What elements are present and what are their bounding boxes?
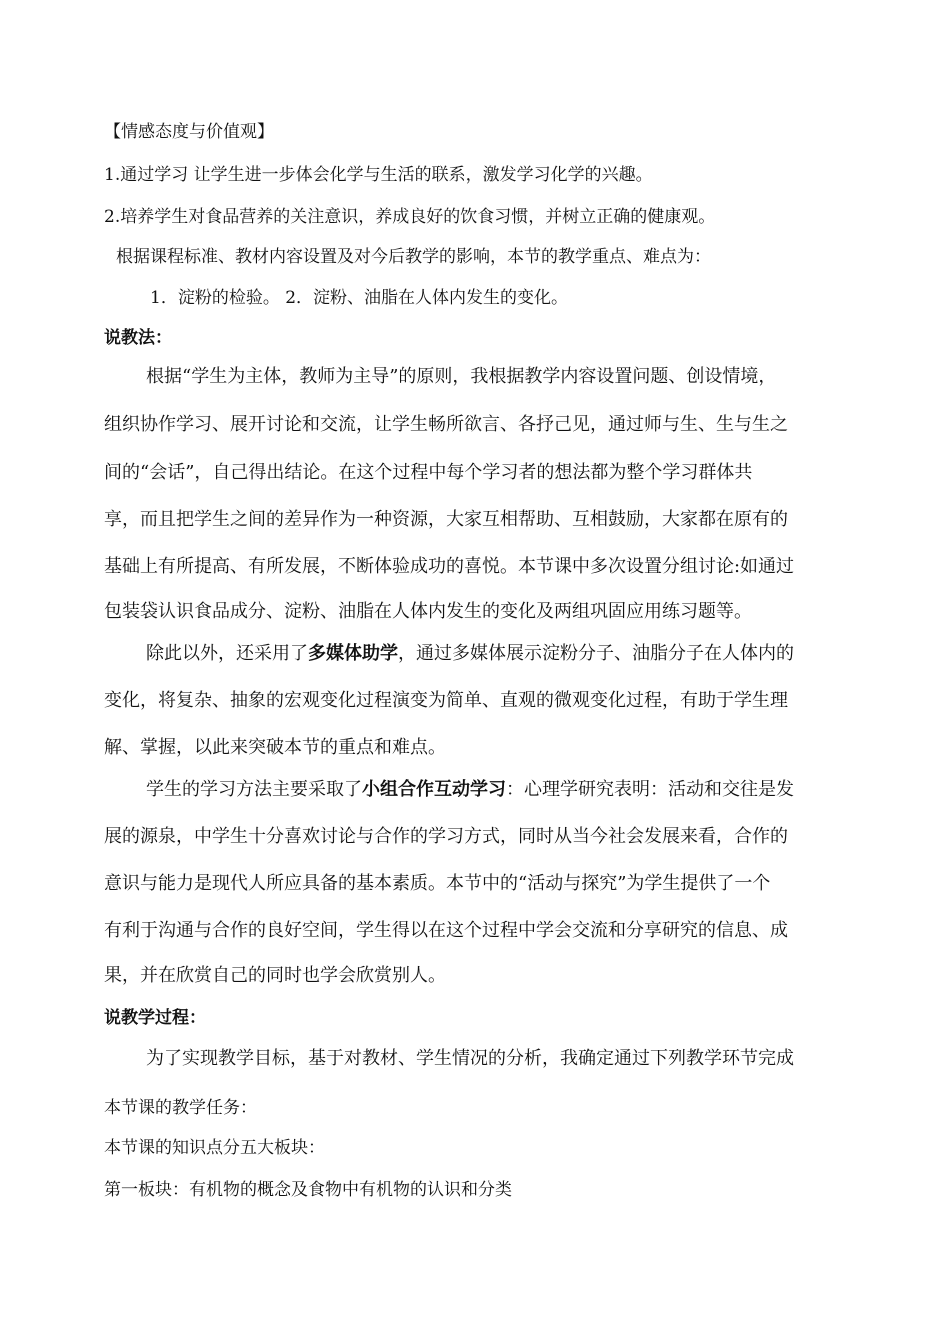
method-p1-line: 享，而且把学生之间的差异作为一种资源，大家互相帮助、互相鼓励，大家都在原有的	[104, 509, 788, 530]
method-p3-line: 有利于沟通与合作的良好空间，学生得以在这个过程中学会交流和分享研究的信息、成	[104, 920, 788, 941]
process-heading: 说教学过程：	[104, 1008, 206, 1028]
method-p1-line: 根据“学生为主体，教师为主导”的原则，我根据教学内容设置问题、创设情境，	[146, 366, 777, 387]
method-p3-line: 展的源泉，中学生十分喜欢讨论与合作的学习方式，同时从当今社会发展来看，合作的	[104, 826, 788, 847]
method-p3-pre: 学生的学习方法主要采取了	[146, 779, 362, 800]
block-1: 第一板块：有机物的概念及食物中有机物的认识和分类	[104, 1180, 512, 1200]
process-p1-line: 为了实现教学目标，基于对教材、学生情况的分析，我确定通过下列教学环节完成	[146, 1048, 794, 1069]
method-p2-pre: 除此以外，还采用了	[146, 643, 308, 664]
group-learning-emphasis: 小组合作互动学习	[362, 779, 506, 800]
method-p2-first-line	[146, 641, 794, 667]
key-points-intro: 根据课程标准、教材内容设置及对今后教学的影响，本节的教学重点、难点为：	[116, 247, 711, 267]
goals-heading: 【情感态度与价值观】	[104, 122, 274, 142]
method-p1-line: 基础上有所提高、有所发展，不断体验成功的喜悦。本节课中多次设置分组讨论:如通过	[104, 556, 795, 577]
key-points: 1．淀粉的检验。 2．淀粉、油脂在人体内发生的变化。	[150, 288, 569, 308]
method-heading: 说教法：	[104, 328, 172, 348]
method-p2-line: 变化，将复杂、抽象的宏观变化过程演变为简单、直观的微观变化过程，有助于学生理	[104, 690, 788, 711]
goal-item-1: 1.通过学习 让学生进一步体会化学与生活的联系，激发学习化学的兴趣。	[104, 165, 653, 185]
method-p3-first-line	[146, 777, 794, 803]
multimedia-emphasis: 多媒体助学	[308, 643, 398, 664]
method-p2-line: 解、掌握，以此来突破本节的重点和难点。	[104, 737, 446, 758]
method-p1-line: 间的“会话”，自己得出结论。在这个过程中每个学习者的想法都为整个学习群体共	[104, 462, 753, 483]
goal-item-2: 2.培养学生对食品营养的关注意识，养成良好的饮食习惯，并树立正确的健康观。	[104, 207, 716, 227]
method-p2-post: ，通过多媒体展示淀粉分子、油脂分子在人体内的	[398, 643, 794, 664]
method-p3-post: ：心理学研究表明：活动和交往是发	[506, 779, 794, 800]
method-p1-line: 组织协作学习、展开讨论和交流，让学生畅所欲言、各抒己见，通过师与生、生与生之	[104, 414, 788, 435]
method-p1-line: 包装袋认识食品成分、淀粉、油脂在人体内发生的变化及两组巩固应用练习题等。	[104, 601, 752, 622]
method-p3-line: 意识与能力是现代人所应具备的基本素质。本节中的“活动与探究”为学生提供了一个	[104, 873, 771, 894]
blocks-intro: 本节课的知识点分五大板块：	[104, 1138, 325, 1158]
method-p3-line: 果，并在欣赏自己的同时也学会欣赏别人。	[104, 965, 446, 986]
process-p1-line: 本节课的教学任务：	[104, 1098, 257, 1118]
